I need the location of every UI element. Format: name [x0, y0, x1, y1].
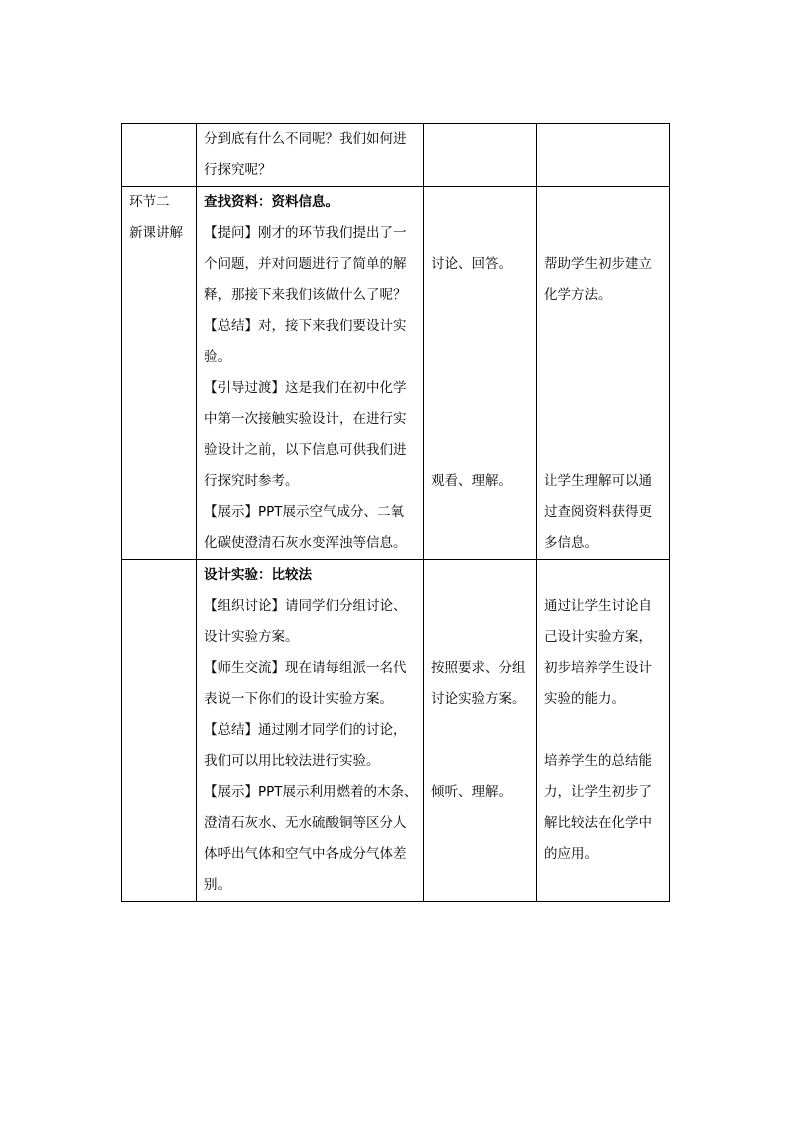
text-line: 的应用。 [544, 846, 598, 862]
spacer [431, 560, 530, 591]
spacer [544, 404, 663, 435]
spacer [544, 560, 663, 591]
text-line: 体呼出气体和空气中各成分气体差 [204, 846, 407, 862]
text-line: 实验的能力。 [544, 691, 625, 707]
teacher-activity-cell [197, 560, 424, 902]
spacer [544, 218, 663, 249]
spacer [431, 187, 530, 218]
text-line: 通过让学生讨论自 [544, 598, 652, 614]
spacer [544, 435, 663, 466]
spacer [431, 591, 530, 622]
text-line: 澄清石灰水、无水硫酸铜等区分人 [204, 815, 407, 831]
spacer [431, 715, 530, 746]
text-line: 化学方法。 [544, 287, 612, 303]
text-line: 【组织讨论】请同学们分组讨论、 [204, 598, 407, 614]
text-line: 个问题，并对问题进行了简单的解 [204, 256, 407, 272]
table-row [122, 187, 670, 560]
table-row [122, 560, 670, 902]
spacer [544, 187, 663, 218]
spacer [431, 218, 530, 249]
text-line: 【展示】PPT展示利用燃着的木条、 [204, 784, 418, 800]
text-line: 观看、理解。 [431, 473, 512, 489]
text-line: 讨论、回答。 [431, 256, 512, 272]
text-line: 表说一下你们的设计实验方案。 [204, 691, 393, 707]
lesson-plan-table [121, 123, 670, 902]
spacer [431, 280, 530, 311]
text-line: 【展示】PPT展示空气成分、二氧 [204, 504, 405, 520]
spacer [431, 435, 530, 466]
section-heading: 设计实验：比较法 [204, 567, 312, 583]
text-line: 别。 [204, 877, 231, 893]
text-line: 【总结】对，接下来我们要设计实 [204, 318, 407, 334]
design-intent-cell [537, 560, 670, 902]
spacer [431, 404, 530, 435]
spacer [431, 342, 530, 373]
text-line: 【提问】刚才的环节我们提出了一 [204, 225, 407, 241]
spacer [544, 373, 663, 404]
design-intent-cell [537, 124, 670, 187]
student-activity-cell [424, 124, 537, 187]
text-line: 【引导过渡】这是我们在初中化学 [204, 380, 407, 396]
text-line: 讨论实验方案。 [431, 691, 526, 707]
text-line: 己设计实验方案， [544, 629, 652, 645]
text-line: 新课讲解 [129, 225, 183, 241]
spacer [544, 311, 663, 342]
teacher-activity-cell [197, 187, 424, 560]
spacer [544, 715, 663, 746]
text-line: 帮助学生初步建立 [544, 256, 652, 272]
student-activity-cell [424, 187, 537, 560]
teacher-activity-cell [197, 124, 424, 187]
text-line: 让学生理解可以通 [544, 473, 652, 489]
text-line: 【总结】通过刚才同学们的讨论， [204, 722, 407, 738]
text-line: 我们可以用比较法进行实验。 [204, 753, 380, 769]
text-line: 环节二 [129, 194, 170, 210]
text-line: 验。 [204, 349, 231, 365]
text-line: 设计实验方案。 [204, 629, 299, 645]
stage-cell [122, 187, 197, 560]
text-line: 按照要求、分组 [431, 660, 526, 676]
text-line: 化碳使澄清石灰水变浑浊等信息。 [204, 535, 407, 551]
text-line: 倾听、理解。 [431, 784, 512, 800]
spacer [431, 746, 530, 777]
stage-cell [122, 560, 197, 902]
table-row [122, 124, 670, 187]
text-line: 多信息。 [544, 535, 598, 551]
text-line: 行探究呢？ [204, 162, 272, 178]
text-line: 验设计之前，以下信息可供我们进 [204, 442, 407, 458]
text-line: 释，那接下来我们该做什么了呢？ [204, 287, 407, 303]
text-line: 初步培养学生设计 [544, 660, 652, 676]
text-line: 分到底有什么不同呢？我们如何进 [204, 131, 407, 147]
stage-cell [122, 124, 197, 187]
spacer [544, 342, 663, 373]
text-line: 培养学生的总结能 [544, 753, 652, 769]
section-heading: 查找资料：资料信息。 [204, 194, 339, 210]
text-line: 【师生交流】现在请每组派一名代 [204, 660, 407, 676]
text-line: 中第一次接触实验设计，在进行实 [204, 411, 407, 427]
text-line: 行探究时参考。 [204, 473, 299, 489]
text-line: 过查阅资料获得更 [544, 504, 652, 520]
design-intent-cell [537, 187, 670, 560]
spacer [431, 311, 530, 342]
text-line: 力，让学生初步了 [544, 784, 652, 800]
spacer [431, 622, 530, 653]
text-line: 解比较法在化学中 [544, 815, 652, 831]
student-activity-cell [424, 560, 537, 902]
spacer [431, 373, 530, 404]
